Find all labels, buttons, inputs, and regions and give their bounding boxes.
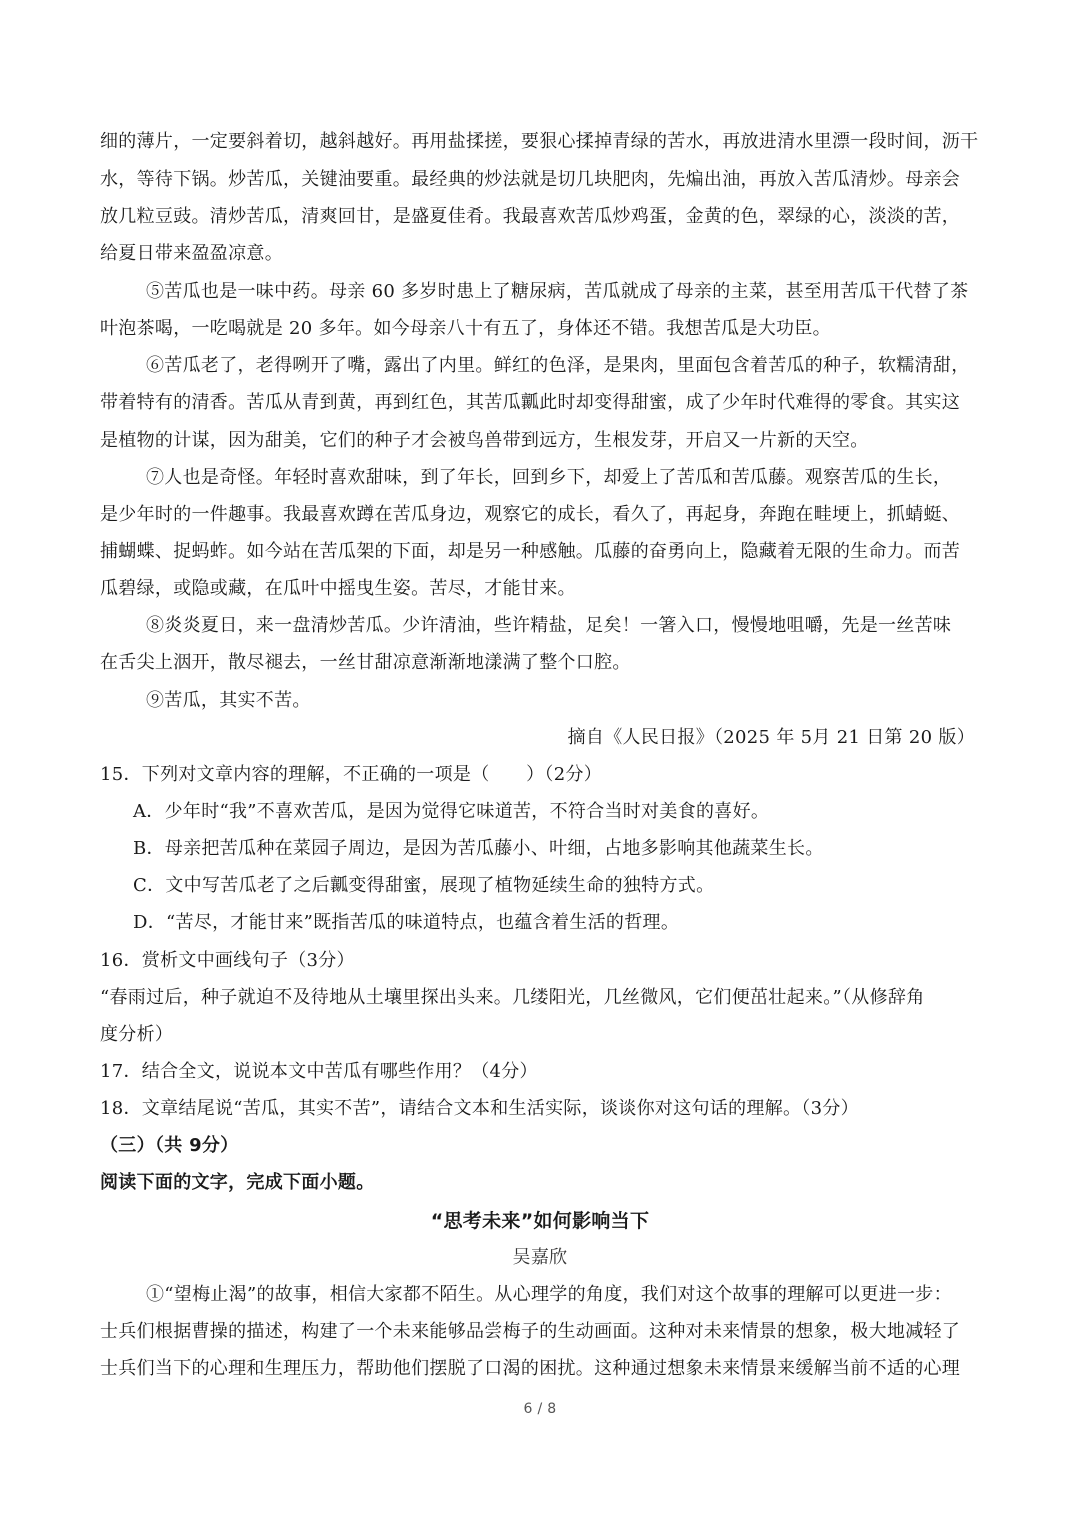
paragraph-7-line: 捕蝴蝶、捉蚂蚱。如今站在苦瓜架的下面，却是另一种感触。瓜藤的奋勇向上，隐藏着无限的生命力。而苦	[100, 541, 961, 562]
section-heading: （三）（共 9分）	[100, 1135, 239, 1156]
paragraph-5-line: 叶泡茶喝，一吃喝就是 20 多年。如今母亲八十有五了，身体还不错。我想苦瓜是大功臣。	[100, 318, 831, 339]
paragraph-6-line: 是植物的计谋，因为甜美，它们的种子才会被鸟兽带到远方，生根发芽，开启又一片新的天空。	[100, 430, 869, 451]
question-16: 16．赏析文中画线句子（3分）	[100, 950, 355, 971]
question-15: 15．下列对文章内容的理解，不正确的一项是（ ）（2分）	[100, 764, 603, 785]
q15-option-d: D．“苦尽，才能甘来”既指苦瓜的味道特点，也蕴含着生活的哲理。	[133, 912, 680, 933]
paragraph-7-line: 是少年时的一件趣事。我最喜欢蹲在苦瓜身边，观察它的成长，看久了，再起身，奔跑在畦埂上，抓蜻蜓、	[100, 504, 961, 525]
article-author: 吴嘉欣	[512, 1247, 568, 1268]
article-title: “思考未来”如何影响当下	[430, 1210, 650, 1232]
q16-quote-line: 度分析）	[100, 1024, 174, 1045]
paragraph-7-line: ⑦人也是奇怪。年轻时喜欢甜味，到了年长，回到乡下，却爱上了苦瓜和苦瓜藤。观察苦瓜的生长，	[146, 467, 952, 488]
paragraph-9: ⑨苦瓜，其实不苦。	[146, 690, 311, 711]
passage-line: 水，等待下锅。炒苦瓜，关键油要重。最经典的炒法就是切几块肥肉，先煸出油，再放入苦瓜清炒。母亲会	[100, 169, 961, 190]
passage-line: 放几粒豆豉。清炒苦瓜，清爽回甘，是盛夏佳肴。我最喜欢苦瓜炒鸡蛋，金黄的色，翠绿的心，淡淡的苦，	[100, 206, 961, 227]
passage-line: 细的薄片，一定要斜着切，越斜越好。再用盐揉搓，要狠心揉掉青绿的苦水，再放进清水里漂一段时间，沥干	[100, 131, 979, 152]
paragraph-6-line: 带着特有的清香。苦瓜从青到黄，再到红色，其苦瓜瓤此时却变得甜蜜，成了少年时代难得的零食。其实这	[100, 392, 961, 413]
q15-option-c: C．文中写苦瓜老了之后瓤变得甜蜜，展现了植物延续生命的独特方式。	[133, 875, 715, 896]
paragraph-7-line: 瓜碧绿，或隐或藏，在瓜叶中摇曳生姿。苦尽，才能甘来。	[100, 578, 576, 599]
passage-line: 给夏日带来盈盈凉意。	[100, 243, 283, 264]
article-paragraph-1-line: ①“望梅止渴”的故事，相信大家都不陌生。从心理学的角度，我们对这个故事的理解可以更进一步：	[146, 1284, 952, 1305]
q16-quote-line: “春雨过后，种子就迫不及待地从土壤里探出头来。几缕阳光，几丝微风，它们便茁壮起来。”（从修辞角	[100, 987, 925, 1008]
paragraph-5-line: ⑤苦瓜也是一味中药。母亲 60 多岁时患上了糖尿病，苦瓜就成了母亲的主菜，甚至用苦瓜干代替了茶	[146, 281, 969, 302]
source-citation: 摘自《人民日报》（2025 年 5月 21 日第 20 版）	[567, 727, 975, 748]
article-paragraph-1-line: 士兵们当下的心理和生理压力，帮助他们摆脱了口渴的困扰。这种通过想象未来情景来缓解当前不适的心理	[100, 1358, 961, 1379]
question-18: 18．文章结尾说“苦瓜，其实不苦”，请结合文本和生活实际，谈谈你对这句话的理解。（3分）	[100, 1098, 859, 1119]
paragraph-8-line: 在舌尖上洇开，散尽褪去，一丝甘甜凉意渐渐地漾满了整个口腔。	[100, 652, 631, 673]
page-number: 6 / 8	[523, 1401, 557, 1417]
article-paragraph-1-line: 士兵们根据曹操的描述，构建了一个未来能够品尝梅子的生动画面。这种对未来情景的想象，极大地减轻了	[100, 1321, 961, 1342]
paragraph-6-line: ⑥苦瓜老了，老得咧开了嘴，露出了内里。鲜红的色泽，是果肉，里面包含着苦瓜的种子，软糯清甜，	[146, 355, 970, 376]
section-instruction: 阅读下面的文字，完成下面小题。	[100, 1172, 375, 1193]
question-17: 17．结合全文，说说本文中苦瓜有哪些作用？（4分）	[100, 1061, 538, 1082]
paragraph-8-line: ⑧炎炎夏日，来一盘清炒苦瓜。少许清油，些许精盐，足矣！一箸入口，慢慢地咀嚼，先是一丝苦味	[146, 615, 952, 636]
q15-option-a: A．少年时“我”不喜欢苦瓜，是因为觉得它味道苦，不符合当时对美食的喜好。	[133, 801, 770, 822]
q15-option-b: B．母亲把苦瓜种在菜园子周边，是因为苦瓜藤小、叶细，占地多影响其他蔬菜生长。	[133, 838, 824, 859]
